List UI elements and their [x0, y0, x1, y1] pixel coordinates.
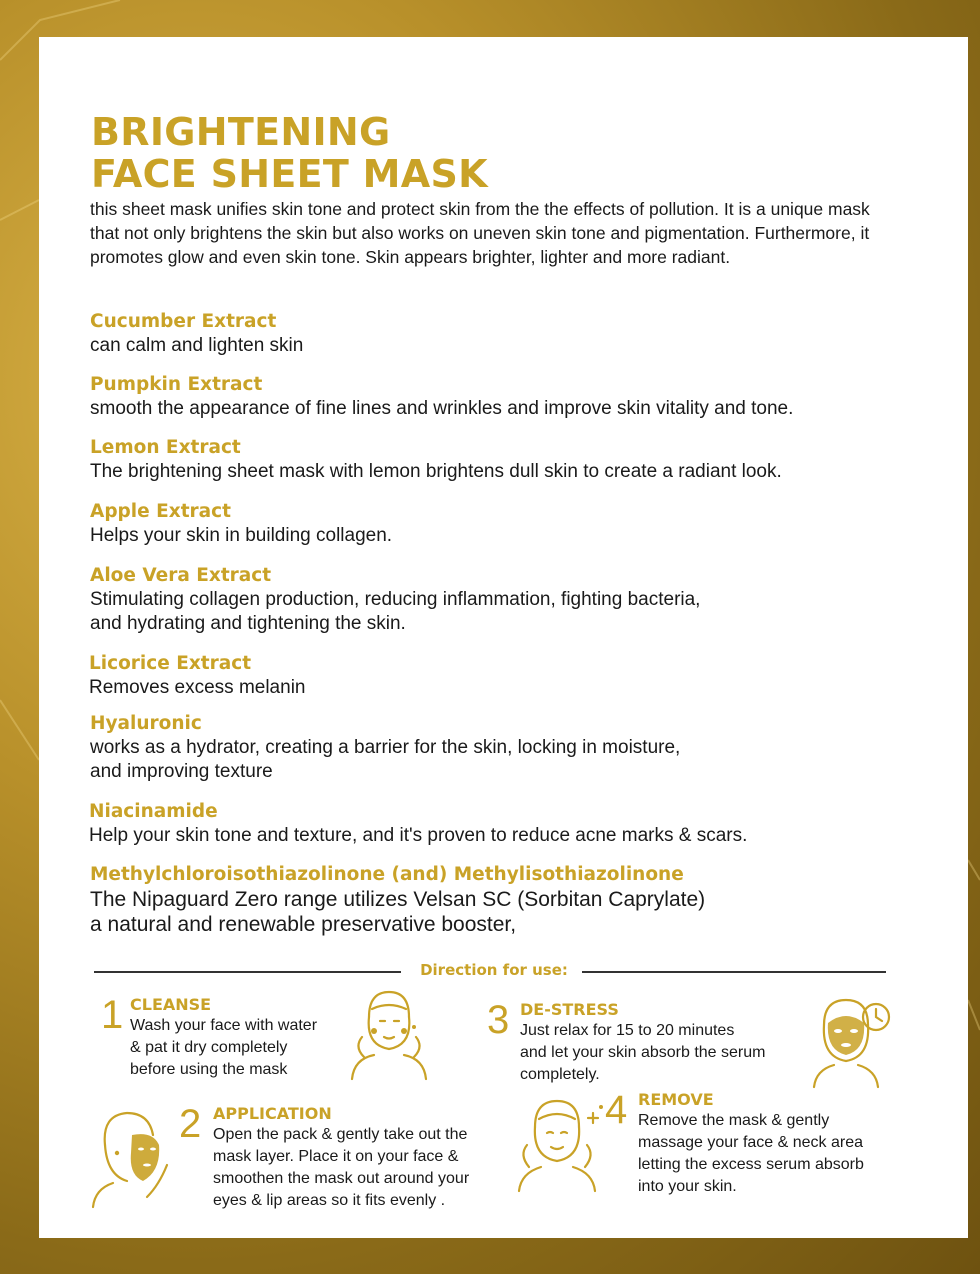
- step-number: 4: [605, 1088, 628, 1132]
- step-line: Wash your face with water: [130, 1017, 318, 1034]
- title-line-2: FACE SHEET MASK: [91, 152, 488, 196]
- ingredient-aloe-vera: [90, 564, 910, 636]
- ingredient-desc: can calm and lighten skin: [90, 335, 304, 356]
- step-line: mask layer. Place it on your face &: [213, 1148, 459, 1165]
- ingredient-desc-line-2: and improving texture: [90, 761, 273, 782]
- step-line: & pat it dry completely: [130, 1039, 288, 1056]
- step-line: and let your skin absorb the serum: [520, 1044, 766, 1061]
- face-washing-icon: [344, 987, 434, 1082]
- ingredient-desc-line-2: and hydrating and tightening the skin.: [90, 613, 406, 634]
- ingredient-name: Aloe Vera Extract: [90, 565, 272, 586]
- step-line: eyes & lip areas so it fits evenly .: [213, 1192, 446, 1209]
- ingredient-name: Pumpkin Extract: [90, 374, 263, 395]
- step-title: DE-STRESS: [520, 1000, 619, 1019]
- ingredient-licorice: [89, 652, 909, 700]
- step-line: massage your face & neck area: [638, 1134, 864, 1151]
- title-line-1: BRIGHTENING: [91, 110, 391, 154]
- step-title: REMOVE: [638, 1090, 714, 1109]
- step-line: completely.: [520, 1066, 600, 1083]
- ingredient-pumpkin: [90, 373, 910, 421]
- ingredient-desc: Removes excess melanin: [89, 677, 306, 698]
- divider-right: [582, 971, 886, 973]
- ingredient-name: Methylchloroisothiazolinone (and) Methylisothiazolinone: [90, 864, 684, 885]
- ingredient-desc: smooth the appearance of fine lines and wrinkles and improve skin vitality and tone.: [90, 398, 794, 419]
- step-text: [213, 1124, 513, 1212]
- step-text: [520, 1020, 810, 1086]
- step-cleanse: [101, 995, 381, 1085]
- face-applying-mask-icon: [87, 1105, 182, 1210]
- step-title: APPLICATION: [213, 1104, 332, 1123]
- ingredient-name: Licorice Extract: [89, 653, 252, 674]
- step-line: into your skin.: [638, 1178, 737, 1195]
- face-sparkle-icon: [513, 1095, 608, 1195]
- page-title: [91, 111, 488, 195]
- ingredient-desc-line-1: Stimulating collagen production, reducing inflammation, fighting bacteria,: [90, 589, 701, 610]
- ingredient-desc-line-1: The Nipaguard Zero range utilizes Velsan SC (Sorbitan Caprylate): [90, 888, 706, 911]
- ingredient-desc: The brightening sheet mask with lemon brightens dull skin to create a radiant look.: [90, 461, 782, 482]
- ingredient-name: Niacinamide: [89, 801, 218, 822]
- step-text: [638, 1110, 928, 1198]
- step-line: letting the excess serum absorb: [638, 1156, 864, 1173]
- step-line: Remove the mask & gently: [638, 1112, 830, 1129]
- step-number: 1: [101, 993, 124, 1037]
- intro-paragraph: this sheet mask unifies skin tone and protect skin from the the effects of pollution. It is a unique mask that not only brightens the skin but also works on uneven skin tone and pigmentation. Furthermore, it promotes glow and even skin tone. Skin appears brighter, lighter and more radiant.: [90, 199, 870, 267]
- divider-left: [94, 971, 401, 973]
- ingredient-niacinamide: [89, 800, 909, 848]
- ingredient-desc: Helps your skin in building collagen.: [90, 525, 393, 546]
- step-title: CLEANSE: [130, 995, 212, 1014]
- ingredient-desc: Help your skin tone and texture, and it's proven to reduce acne marks & scars.: [89, 825, 748, 846]
- step-remove: [605, 1090, 905, 1200]
- ingredient-cucumber: [90, 310, 910, 358]
- ingredient-name: Cucumber Extract: [90, 311, 277, 332]
- step-line: before using the mask: [130, 1061, 288, 1078]
- ingredient-lemon: [90, 436, 910, 484]
- ingredient-preservative: [90, 863, 910, 937]
- directions-title: Direction for use:: [420, 961, 568, 979]
- ingredient-hyaluronic: [90, 712, 910, 784]
- step-number: 2: [179, 1102, 202, 1146]
- ingredient-desc-line-2: a natural and renewable preservative booster,: [90, 913, 517, 936]
- step-line: Just relax for 15 to 20 minutes: [520, 1022, 735, 1039]
- content-panel: [39, 37, 968, 1238]
- ingredient-name: Hyaluronic: [90, 713, 202, 734]
- face-mask-clock-icon: [804, 995, 894, 1090]
- ingredient-name: Lemon Extract: [90, 437, 241, 458]
- step-number: 3: [487, 998, 510, 1042]
- step-de-stress: [487, 1000, 777, 1095]
- step-line: Open the pack & gently take out the: [213, 1126, 468, 1143]
- ingredient-apple: [90, 500, 910, 548]
- step-line: smoothen the mask out around your: [213, 1170, 470, 1187]
- ingredient-name: Apple Extract: [90, 501, 231, 522]
- ingredient-desc-line-1: works as a hydrator, creating a barrier for the skin, locking in moisture,: [90, 737, 681, 758]
- step-application: [179, 1104, 489, 1214]
